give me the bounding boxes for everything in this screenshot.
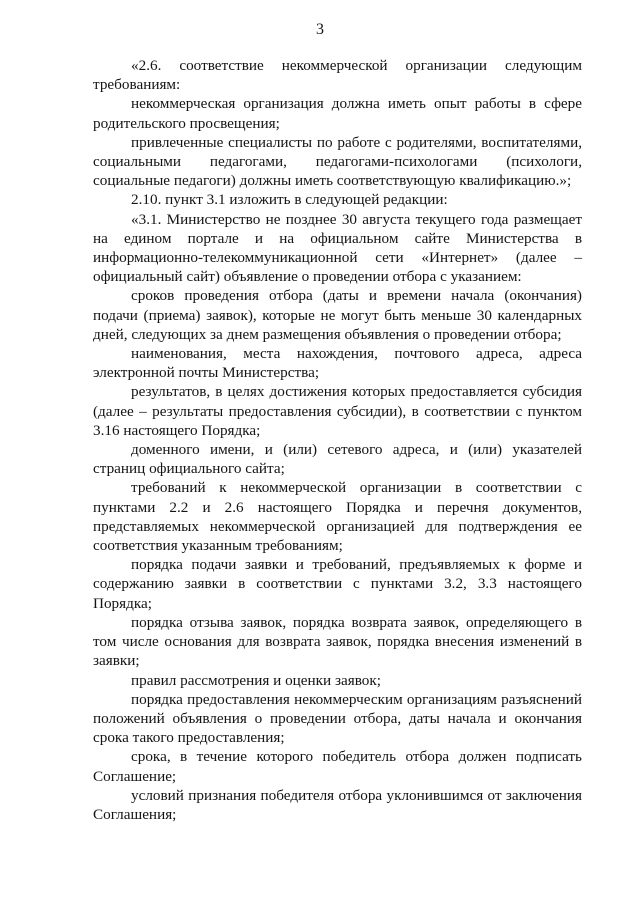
paragraph: срока, в течение которого победитель отбора должен подписать Соглашение; (93, 748, 582, 785)
paragraph: наименования, места нахождения, почтового адреса, адреса электронной почты Министерства; (93, 345, 582, 382)
paragraph: результатов, в целях достижения которых предоставляется субсидия (далее – результаты предоставления субсидии), в соответствии с пунктом 3.16 настоящего Порядка; (93, 383, 582, 439)
paragraph: 2.10. пункт 3.1 изложить в следующей редакции: (131, 191, 448, 209)
paragraph: привлеченные специалисты по работе с родителями, воспитателями, социальными педагогами, педагогами-психологами (психологи, социальные педагоги) должны иметь соответствующую квалификацию.»; (93, 133, 582, 190)
paragraph: правил рассмотрения и оценки заявок; (131, 671, 381, 689)
paragraph: порядка предоставления некоммерческим организациям разъяснений положений объявления о проведении отбора, даты начала и окончания срока такого предоставления; (93, 690, 582, 747)
paragraph: «2.6. соответствие некоммерческой организации следующим требованиям: (93, 57, 582, 94)
document-body (93, 56, 582, 824)
paragraph: условий признания победителя отбора уклонившимся от заключения Соглашения; (93, 786, 582, 823)
paragraph: требований к некоммерческой организации в соответствии с пунктами 2.2 и 2.6 настоящего Порядка и перечня документов, представляемых некоммерческой организацией для подтверждения ее соответствия указанным требованиям; (93, 479, 582, 555)
paragraph: порядка подачи заявки и требований, предъявляемых к форме и содержанию заявки в соответствии с пунктами 3.2, 3.3 настоящего Порядка; (93, 556, 582, 612)
paragraph: доменного имени, и (или) сетевого адреса, и (или) указателей страниц официального сайта; (93, 441, 582, 478)
paragraph: «3.1. Министерство не позднее 30 августа текущего года размещает на едином портале и на официальном сайте Министерства в информационно-телекоммуникационной сети «Интернет» (далее – официальный сайт) объявление о проведении отбора с указанием: (93, 210, 582, 286)
paragraph: сроков проведения отбора (даты и времени начала (окончания) подачи (приема) заявок), которые не могут быть меньше 30 календарных дней, следующих за днем размещения объявления о проведении отбора; (93, 287, 582, 343)
paragraph: порядка отзыва заявок, порядка возврата заявок, определяющего в том числе основания для возврата заявок, порядка внесения изменений в заявки; (93, 613, 582, 670)
paragraph: некоммерческая организация должна иметь опыт работы в сфере родительского просвещения; (93, 95, 582, 132)
page-number: 3 (316, 21, 324, 38)
